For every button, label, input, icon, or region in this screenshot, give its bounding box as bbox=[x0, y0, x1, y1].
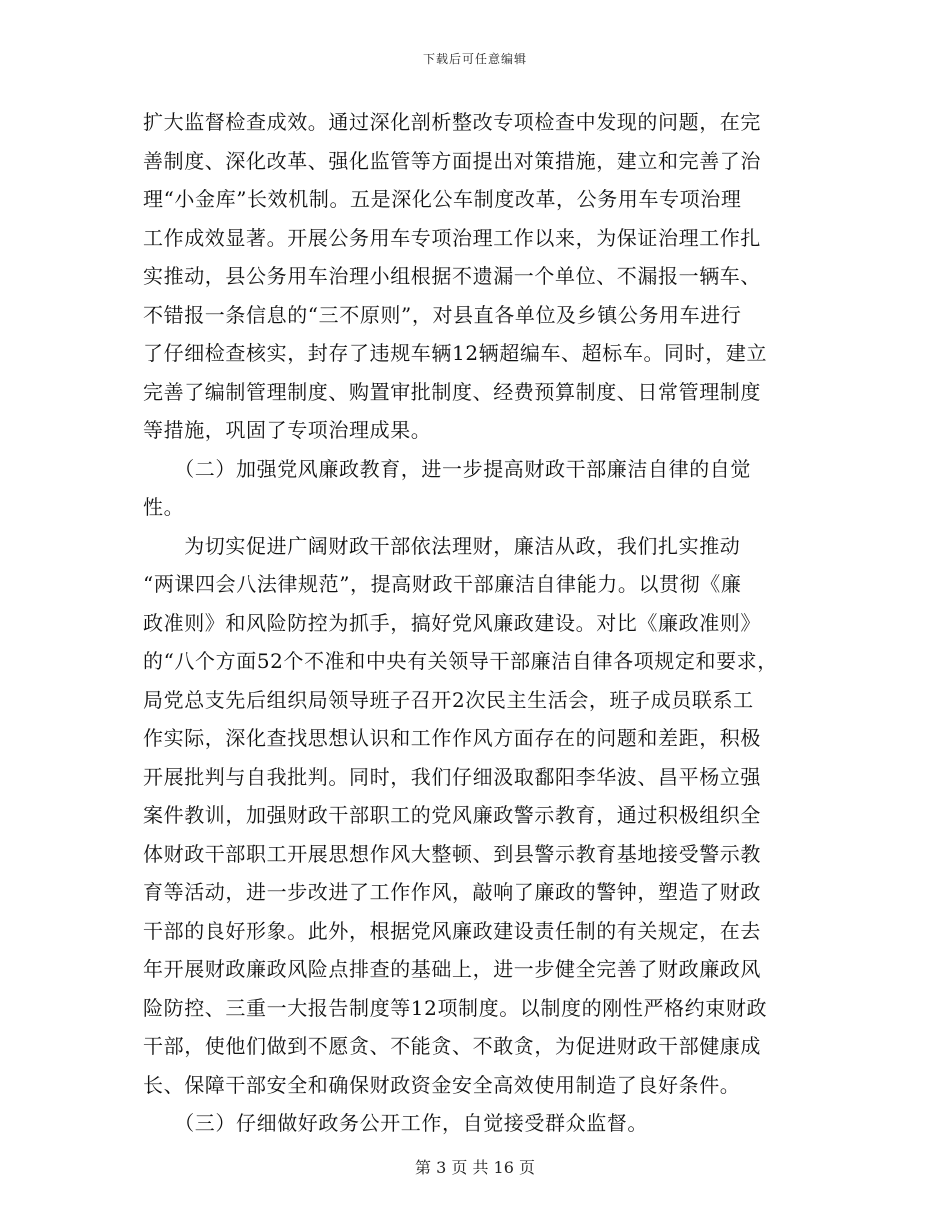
section-heading: （二）加强党风廉政教育，进一步提高财政干部廉洁自律的自觉 bbox=[143, 456, 751, 481]
text-line: 作实际，深化查找思想认识和工作作风方面存在的问题和差距，积极 bbox=[143, 726, 761, 750]
text-line: 等措施，巩固了专项治理成果。 bbox=[143, 418, 432, 442]
section-heading-continued: 性。 bbox=[143, 495, 185, 519]
text-line: 局党总支先后组织局领导班子召开2次民主生活会，班子成员联系工 bbox=[143, 687, 754, 712]
text-line: 完善了编制管理制度、购置审批制度、经费预算制度、日常管理制度 bbox=[143, 379, 761, 404]
body-text bbox=[143, 103, 808, 1143]
text-line: 年开展财政廉政风险点排查的基础上，进一步健全完善了财政廉政风 bbox=[143, 957, 761, 981]
text-line: 实推动，县公务用车治理小组根据不遗漏一个单位、不漏报一辆车、 bbox=[143, 264, 761, 288]
text-line: 育等活动，进一步改进了工作作风，敲响了廉政的警钟，塑造了财政 bbox=[143, 880, 761, 904]
text-line: 体财政干部职工开展思想作风大整顿、到县警示教育基地接受警示教 bbox=[143, 841, 761, 866]
text-line: 善制度、深化改革、强化监管等方面提出对策措施，建立和完善了治 bbox=[143, 148, 761, 173]
text-line: “两课四会八法律规范”，提高财政干部廉洁自律能力。以贯彻《廉 bbox=[143, 572, 742, 596]
text-line: 长、保障干部安全和确保财政资金安全高效使用制造了良好条件。 bbox=[143, 1072, 741, 1097]
text-line: 为切实促进广阔财政干部依法理财，廉洁从政，我们扎实推动 bbox=[143, 533, 741, 558]
page-header: 下载后可任意编辑 bbox=[422, 52, 527, 66]
text-line: 理“小金库”长效机制。五是深化公车制度改革，公务用车专项治理 bbox=[143, 187, 742, 211]
text-line: 干部，使他们做到不愿贪、不能贪、不敢贪，为促进财政干部健康成 bbox=[143, 1034, 761, 1058]
text-line: 的“八个方面52个不准和中央有关领导干部廉洁自律各项规定和要求， bbox=[143, 649, 778, 673]
text-line: 了仔细检查核实，封存了违规车辆12辆超编车、超标车。同时，建立 bbox=[143, 341, 768, 365]
text-line: 工作成效显著。开展公务用车专项治理工作以来，为保证治理工作扎 bbox=[143, 225, 761, 250]
section-heading: （三）仔细做好政务公开工作，自觉接受群众监督。 bbox=[143, 1111, 648, 1135]
text-line: 开展批判与自我批判。同时，我们仔细汲取鄱阳李华波、昌平杨立强 bbox=[143, 764, 761, 789]
text-line: 案件教训，加强财政干部职工的党风廉政警示教育，通过积极组织全 bbox=[143, 803, 761, 827]
text-line: 干部的良好形象。此外，根据党风廉政建设责任制的有关规定，在去 bbox=[143, 918, 761, 943]
text-line: 扩大监督检查成效。通过深化剖析整改专项检查中发现的问题，在完 bbox=[143, 110, 761, 134]
text-line: 政准则》和风险防控为抓手，搞好党风廉政建设。对比《廉政准则》 bbox=[143, 610, 761, 635]
text-line: 险防控、三重一大报告制度等12项制度。以制度的刚性严格约束财政 bbox=[143, 995, 768, 1020]
page-number-footer: 第 3 页 共 16 页 bbox=[415, 1158, 535, 1177]
text-line: 不错报一条信息的“三不原则”，对县直各单位及乡镇公务用车进行 bbox=[143, 302, 742, 327]
